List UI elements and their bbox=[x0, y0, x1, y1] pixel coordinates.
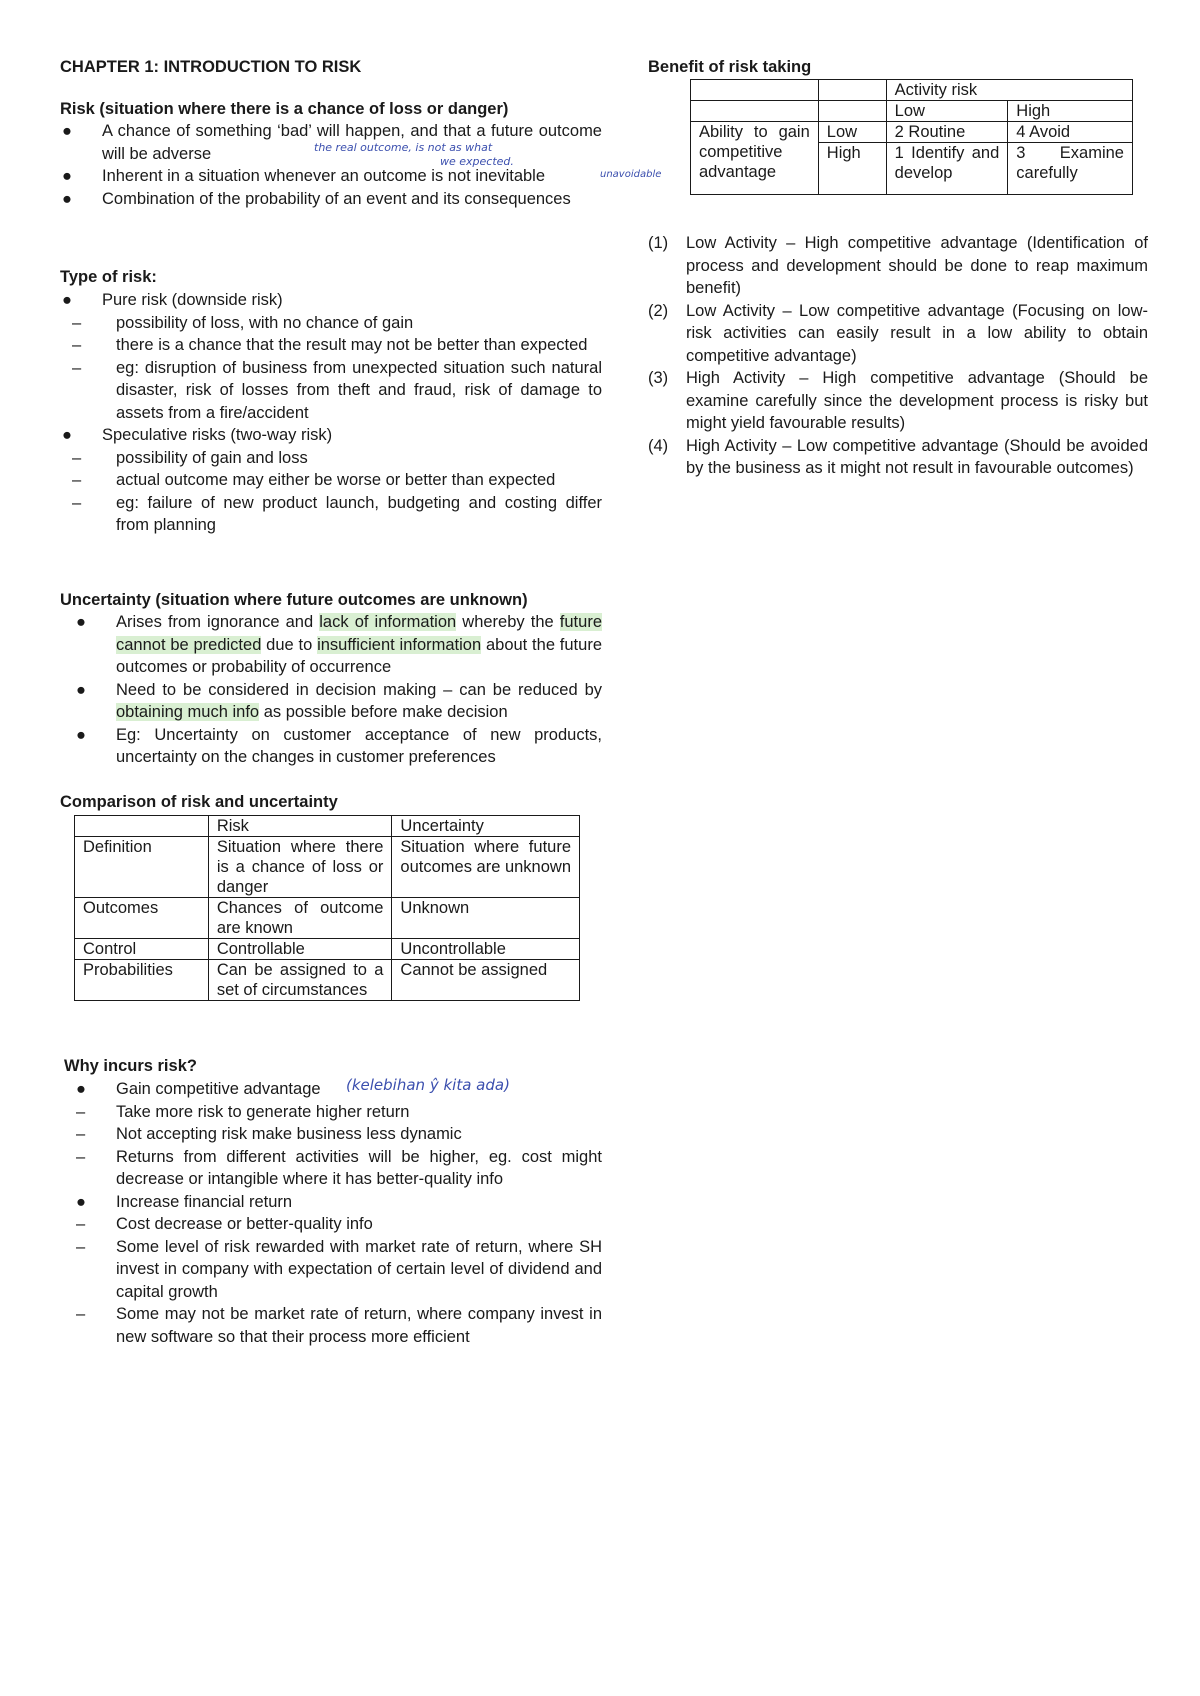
table-cell: Definition bbox=[75, 837, 209, 898]
table-cell: 4 Avoid bbox=[1008, 122, 1133, 143]
table-row bbox=[691, 80, 1133, 101]
list-item: – Cost decrease or better-quality info bbox=[60, 1213, 602, 1236]
type-of-risk-list bbox=[60, 289, 602, 537]
list-item: ● Eg: Uncertainty on customer acceptance of new products, uncertainty on the changes in customer preferences bbox=[76, 725, 602, 766]
bullet-icon: ● bbox=[62, 167, 72, 185]
table-cell: Uncontrollable bbox=[392, 939, 580, 960]
list-item: (3) High Activity – High competitive advantage (Should be examine carefully since the development process is risky but might yield favourable results) bbox=[648, 369, 1148, 432]
table-row bbox=[75, 816, 580, 837]
list-item: (1) Low Activity – High competitive advantage (Identification of process and development should be done to reap maximum benefit) bbox=[648, 234, 1148, 297]
list-item: – eg: disruption of business from unexpected situation such natural disaster, risk of losses from theft and fraud, risk of damage to assets from a fire/accident bbox=[72, 358, 602, 422]
list-item: ● Speculative risks (two-way risk) bbox=[60, 424, 602, 447]
table-cell: Unknown bbox=[392, 898, 580, 939]
table-cell: High bbox=[818, 143, 886, 195]
why-heading: Why incurs risk? bbox=[64, 1057, 197, 1075]
dash-icon: – bbox=[76, 1305, 86, 1323]
table-row bbox=[75, 960, 580, 1001]
table-cell: Uncertainty bbox=[392, 816, 580, 837]
table-row bbox=[75, 837, 580, 898]
table-cell: Probabilities bbox=[75, 960, 209, 1001]
bullet-icon: ● bbox=[76, 613, 86, 631]
list-item: (4) High Activity – Low competitive advantage (Should be avoided by the business as it might not result in favourable outcomes) bbox=[648, 436, 1148, 477]
bullet-icon: ● bbox=[62, 426, 72, 444]
risk-heading: Risk (situation where there is a chance of loss or danger) bbox=[60, 100, 509, 118]
bullet-icon: ● bbox=[76, 680, 86, 699]
list-item: – there is a chance that the result may not be better than expected bbox=[60, 334, 602, 357]
handwritten-note: the real outcome, is not as what bbox=[314, 141, 493, 154]
list-item: – Some level of risk rewarded with market rate of return, where SH invest in company with expectation of certain level of dividend and capital growth bbox=[76, 1237, 602, 1301]
table-row bbox=[75, 939, 580, 960]
dash-icon: – bbox=[76, 1215, 86, 1233]
table-cell: Risk bbox=[208, 816, 392, 837]
dash-icon: – bbox=[72, 336, 82, 354]
dash-icon: – bbox=[72, 358, 82, 377]
table-cell: Activity risk bbox=[886, 80, 1132, 101]
table-cell: Outcomes bbox=[75, 898, 209, 939]
table-cell: Control bbox=[75, 939, 209, 960]
list-item: ● Pure risk (downside risk) bbox=[60, 289, 602, 312]
handwritten-note: we expected. bbox=[440, 155, 514, 168]
why-list bbox=[60, 1078, 602, 1348]
list-item: – possibility of loss, with no chance of gain bbox=[60, 312, 602, 335]
handwritten-note: unavoidable bbox=[600, 169, 662, 180]
handwritten-note: (kelebihan ŷ kita ada) bbox=[346, 1076, 510, 1094]
list-item: – possibility of gain and loss bbox=[60, 447, 602, 470]
type-of-risk-heading: Type of risk: bbox=[60, 268, 157, 286]
highlight: lack of information bbox=[319, 613, 457, 631]
table-cell: Situation where future outcomes are unknown bbox=[392, 837, 580, 898]
table-cell bbox=[75, 816, 209, 837]
list-item: – Take more risk to generate higher return bbox=[60, 1101, 602, 1124]
table-cell: Situation where there is a chance of loss or danger bbox=[208, 837, 392, 898]
dash-icon: – bbox=[72, 448, 82, 467]
list-number: (2) bbox=[648, 301, 669, 320]
bullet-icon: ● bbox=[76, 725, 86, 744]
list-item: (2) Low Activity – Low competitive advantage (Focusing on low-risk activities can easily result in a low ability to obtain competitive advantage) bbox=[648, 301, 1148, 365]
dash-icon: – bbox=[76, 1147, 86, 1166]
list-item: ● A chance of something ‘bad’ will happen, and that a future outcome will be adverse bbox=[62, 122, 602, 163]
highlight: future cannot be predicted bbox=[116, 613, 602, 654]
list-number: (1) bbox=[648, 234, 669, 252]
uncertainty-heading: Uncertainty (situation where future outcomes are unknown) bbox=[60, 591, 528, 609]
chapter-title: CHAPTER 1: INTRODUCTION TO RISK bbox=[60, 58, 362, 76]
list-item: ● Combination of the probability of an event and its consequences bbox=[60, 188, 602, 211]
table-row bbox=[691, 122, 1133, 143]
list-number: (3) bbox=[648, 369, 669, 387]
dash-icon: – bbox=[76, 1102, 86, 1121]
table-cell: Controllable bbox=[208, 939, 392, 960]
list-item: ● Increase financial return bbox=[60, 1191, 602, 1214]
bullet-icon: ● bbox=[62, 122, 72, 140]
uncertainty-bullets bbox=[60, 611, 602, 769]
list-number: (4) bbox=[648, 436, 669, 455]
list-item: – Returns from different activities will be higher, eg. cost might decrease or intangible where it has better-quality info bbox=[76, 1147, 602, 1188]
table-cell: Low bbox=[886, 101, 1008, 122]
bullet-icon: ● bbox=[76, 1192, 86, 1211]
table-cell: 1 Identify and develop bbox=[886, 143, 1008, 195]
comparison-table bbox=[74, 815, 580, 1001]
dash-icon: – bbox=[76, 1125, 86, 1143]
table-cell: Can be assigned to a set of circumstances bbox=[208, 960, 392, 1001]
table-cell: High bbox=[1008, 101, 1133, 122]
dash-icon: – bbox=[72, 493, 82, 512]
highlight: obtaining much info bbox=[116, 703, 260, 721]
list-item: – Not accepting risk make business less dynamic bbox=[60, 1123, 602, 1146]
table-cell: Ability to gain competitive advantage bbox=[691, 122, 819, 195]
table-cell: Cannot be assigned bbox=[392, 960, 580, 1001]
benefit-heading: Benefit of risk taking bbox=[648, 58, 812, 76]
bullet-icon: ● bbox=[62, 291, 72, 309]
dash-icon: – bbox=[76, 1237, 86, 1256]
benefit-numbered-list bbox=[648, 232, 1148, 480]
comparison-heading: Comparison of risk and uncertainty bbox=[60, 793, 338, 811]
risk-bullets bbox=[60, 120, 602, 210]
list-item: – eg: failure of new product launch, budgeting and costing differ from planning bbox=[72, 493, 602, 534]
list-item: – actual outcome may either be worse or better than expected bbox=[60, 469, 602, 492]
table-cell: Chances of outcome are known bbox=[208, 898, 392, 939]
bullet-icon: ● bbox=[76, 1080, 86, 1098]
table-cell: 2 Routine bbox=[886, 122, 1008, 143]
table-row bbox=[691, 101, 1133, 122]
list-item: ● Need to be considered in decision making – can be reduced by obtaining much info as possible before make decision bbox=[76, 680, 602, 721]
dash-icon: – bbox=[72, 471, 82, 489]
list-item: ● Inherent in a situation whenever an outcome is not inevitable bbox=[60, 165, 602, 188]
table-cell: 3 Examine carefully bbox=[1008, 143, 1133, 195]
list-item: ● Arises from ignorance and lack of information whereby the future cannot be predicted due to insufficient information about the future outcomes or probability of occurrence bbox=[76, 613, 602, 676]
highlight: insufficient information bbox=[317, 635, 482, 654]
benefit-matrix-table bbox=[690, 79, 1133, 195]
list-item: – Some may not be market rate of return, where company invest in new software so that their process more efficient bbox=[76, 1305, 602, 1346]
dash-icon: – bbox=[72, 313, 82, 332]
table-cell: Low bbox=[818, 122, 886, 143]
table-row bbox=[75, 898, 580, 939]
bullet-icon: ● bbox=[62, 189, 72, 208]
list-item: ● Gain competitive advantage bbox=[60, 1078, 602, 1101]
